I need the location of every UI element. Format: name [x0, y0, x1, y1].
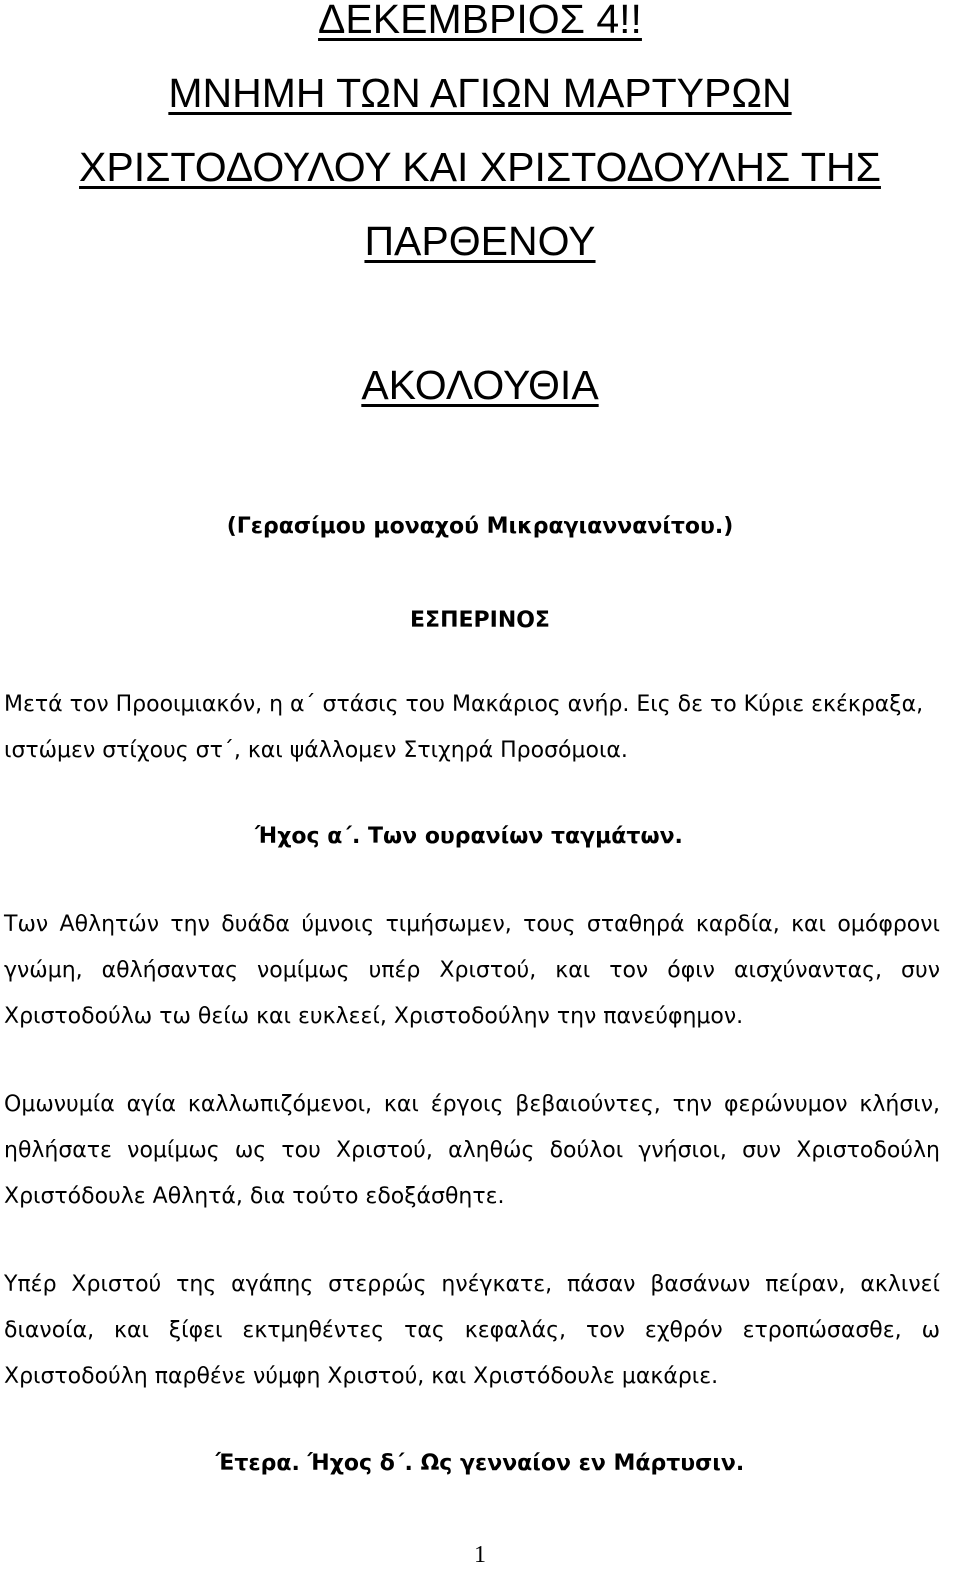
page-number: 1: [474, 1542, 486, 1568]
title-line-3: ΧΡΙΣΤΟΔΟΥΛΟΥ ΚΑΙ ΧΡΙΣΤΟΔΟΥΛΗΣ ΤΗΣ: [79, 144, 881, 190]
intro-paragraph: Μετά τον Προοιμιακόν, η α΄ στάσις του Μακάριος ανήρ. Εις δε το Κύριε εκέκραξα, ιστώμεν στίχους στ΄, και ψάλλομεν Στιχηρά Προσόμοια.: [4, 692, 924, 763]
section-title: ΕΣΠΕΡΙΝΟΣ: [410, 608, 550, 633]
title-line-2: ΜΝΗΜΗ ΤΩΝ ΑΓΙΩΝ ΜΑΡΤΥΡΩΝ: [168, 70, 792, 116]
title-date-line: ΔΕΚΕΜΒΡΙΟΣ 4!!: [318, 0, 642, 42]
document-title: [0, 0, 960, 278]
author-note: (Γερασίμου μοναχού Μικραγιαννανίτου.): [226, 514, 734, 539]
hymn-heading-1: Ήχος α΄. Των ουρανίων ταγμάτων.: [255, 824, 683, 849]
title-line-4: ΠΑΡΘΕΝΟΥ: [364, 218, 596, 264]
hymn-paragraph-1: Των Αθλητών την δυάδα ύμνοις τιμήσωμεν, τους σταθηρά καρδία, και ομόφρονι γνώμη, αθλήσαντας νομίμως υπέρ Χριστού, και τον όφιν αισχύναντας, συν Χριστοδούλω τω θείω και ευκλεεί, Χριστοδούλην την πανεύφημον.: [4, 912, 940, 1029]
hymn-paragraph-3: Υπέρ Χριστού της αγάπης στερρώς ηνέγκατε, πάσαν βασάνων πείραν, ακλινεί διανοία, και ξίφει εκτμηθέντες τας κεφαλάς, τον εχθρόν ετροπώσασθε, ω Χριστοδούλη παρθένε νύμφη Χριστού, και Χριστόδουλε μακάριε.: [4, 1272, 940, 1389]
hymn-paragraph-2: Ομωνυμία αγία καλλωπιζόμενοι, και έργοις βεβαιούντες, την φερώνυμον κλήσιν, ηθλήσατε νομίμως ως του Χριστού, αληθώς δούλοι γνήσιοι, συν Χριστοδούλη Χριστόδουλε Αθλητά, δια τούτο εδοξάσθητε.: [4, 1092, 940, 1209]
service-title: ΑΚΟΛΟΥΘΙΑ: [361, 362, 599, 408]
hymn-heading-2: Έτερα. Ήχος δ΄. Ως γενναίον εν Μάρτυσιν.: [215, 1451, 745, 1476]
